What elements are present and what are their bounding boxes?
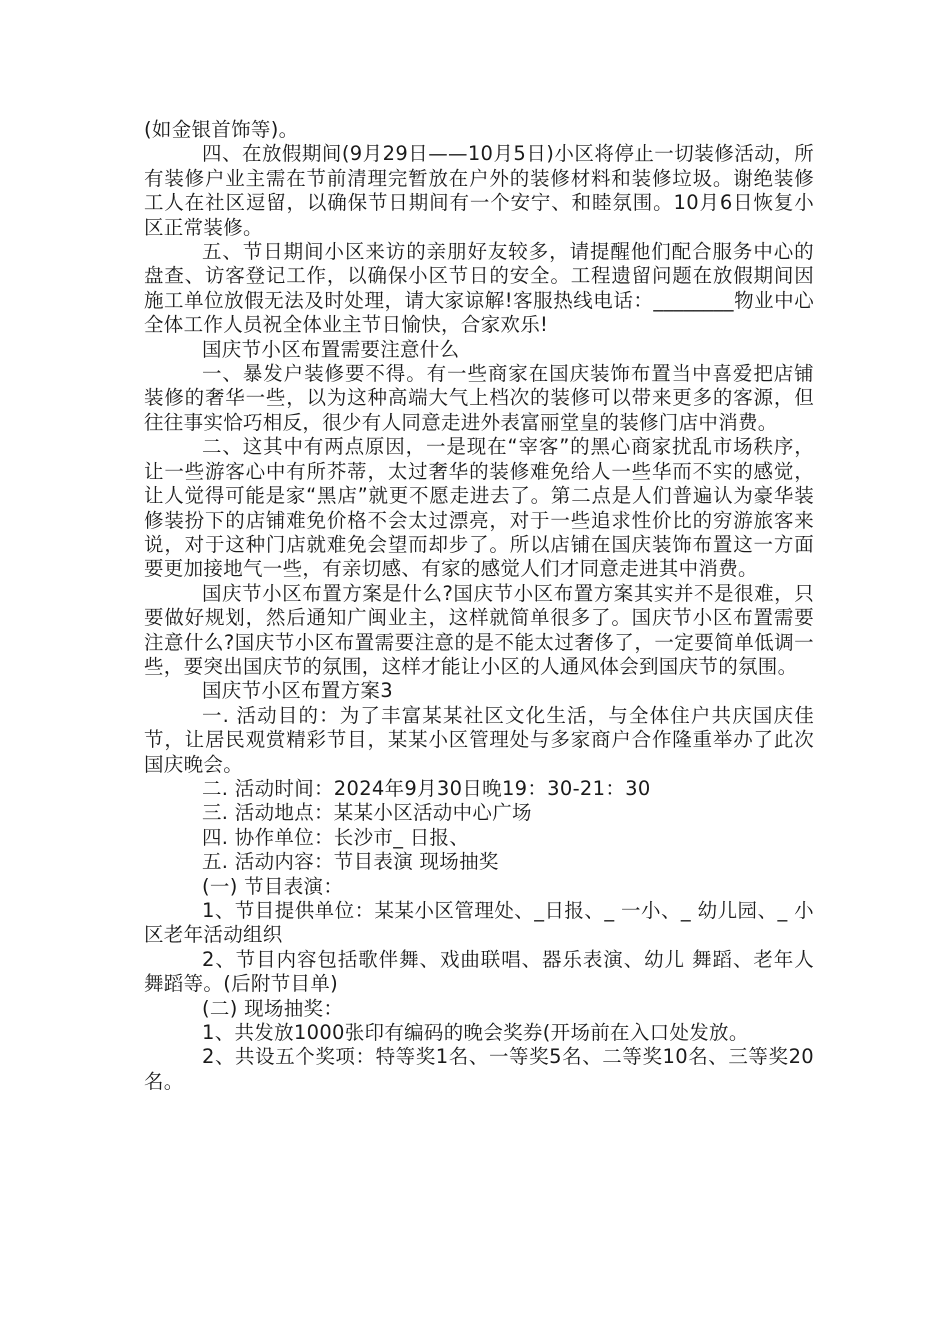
list-item: 2、共设五个奖项：特等奖1名、一等奖5名、二等奖10名、三等奖20名。 — [144, 1045, 814, 1093]
paragraph: 国庆节小区布置方案是什么?国庆节小区布置方案其实并不是很难，只要做好规划，然后通知广闽业主，这样就简单很多了。国庆节小区布置需要注意什么?国庆节小区布置需要注意的是不能太过奢侈了，一定要简单低调一些，要突出国庆节的氛围，这样才能让小区的人通风体会到国庆节的氛围。 — [144, 581, 814, 678]
list-item: 1、共发放1000张印有编码的晚会奖券(开场前在入口处发放。 — [202, 1021, 749, 1045]
list-item: 四. 协作单位：长沙市_ 日报、 — [202, 825, 470, 849]
list-item: 二. 活动时间：2024年9月30日晚19：30-21：30 — [202, 776, 651, 800]
paragraph: 二、这其中有两点原因，一是现在“宰客”的黑心商家扰乱市场秩序，让一些游客心中有所芥蒂，太过奢华的装修难免给人一些华而不实的感觉，让人觉得可能是家“黑店”就更不愿走进去了。第二点是人们普遍认为豪华装修装扮下的店铺难免价格不会太过漂亮，对于一些追求性价比的穷游旅客来说，对于这种门店就难免会望而却步了。所以店铺在国庆装饰布置这一方面要更加接地气一些，有亲切感、有家的感觉人们才同意走进其中消费。 — [144, 435, 814, 581]
section-heading: 国庆节小区布置方案3 — [202, 679, 393, 703]
list-item: 1、节目提供单位：某某小区管理处、_日报、_ 一小、_ 幼儿园、_ 小区老年活动组织 — [144, 899, 814, 947]
section-heading: 国庆节小区布置需要注意什么 — [202, 337, 460, 361]
paragraph: 一、暴发户装修要不得。有一些商家在国庆装饰布置当中喜爱把店铺装修的奢华一些，以为这种高端大气上档次的装修可以带来更多的客源，但往往事实恰巧相反，很少有人同意走进外表富丽堂皇的装修门店中消费。 — [144, 362, 814, 434]
paragraph: 四、在放假期间(9月29日——10月5日)小区将停止一切装修活动，所有装修户业主需在节前清理完暂放在户外的装修材料和装修垃圾。谢绝装修工人在社区逗留，以确保节日期间有一个安宁、和睦氛围。10月6日恢复小区正常装修。 — [144, 142, 814, 239]
list-item: 2、节目内容包括歌伴舞、戏曲联唱、器乐表演、幼儿 舞蹈、老年人舞蹈等。(后附节目单) — [144, 947, 814, 996]
subsection-heading: (一) 节目表演： — [202, 874, 344, 898]
paragraph: 五、节日期间小区来访的亲朋好友较多，请提醒他们配合服务中心的盘查、访客登记工作，以确保小区节日的安全。工程遗留问题在放假期间因施工单位放假无法及时处理，请大家谅解!客服热线电话：________物业中心全体工作人员祝全体业主节日愉快，合家欢乐! — [144, 240, 814, 337]
list-item: 三. 活动地点：某某小区活动中心广场 — [202, 801, 532, 825]
document-body — [144, 118, 814, 1094]
paragraph: (如金银首饰等)。 — [144, 118, 299, 141]
paragraph: 一. 活动目的：为了丰富某某社区文化生活，与全体住户共庆国庆佳节，让居民观赏精彩节目，某某小区管理处与多家商户合作隆重举办了此次国庆晚会。 — [144, 703, 814, 776]
subsection-heading: (二) 现场抽奖： — [202, 996, 344, 1020]
list-item: 五. 活动内容：节目表演 现场抽奖 — [202, 850, 499, 874]
